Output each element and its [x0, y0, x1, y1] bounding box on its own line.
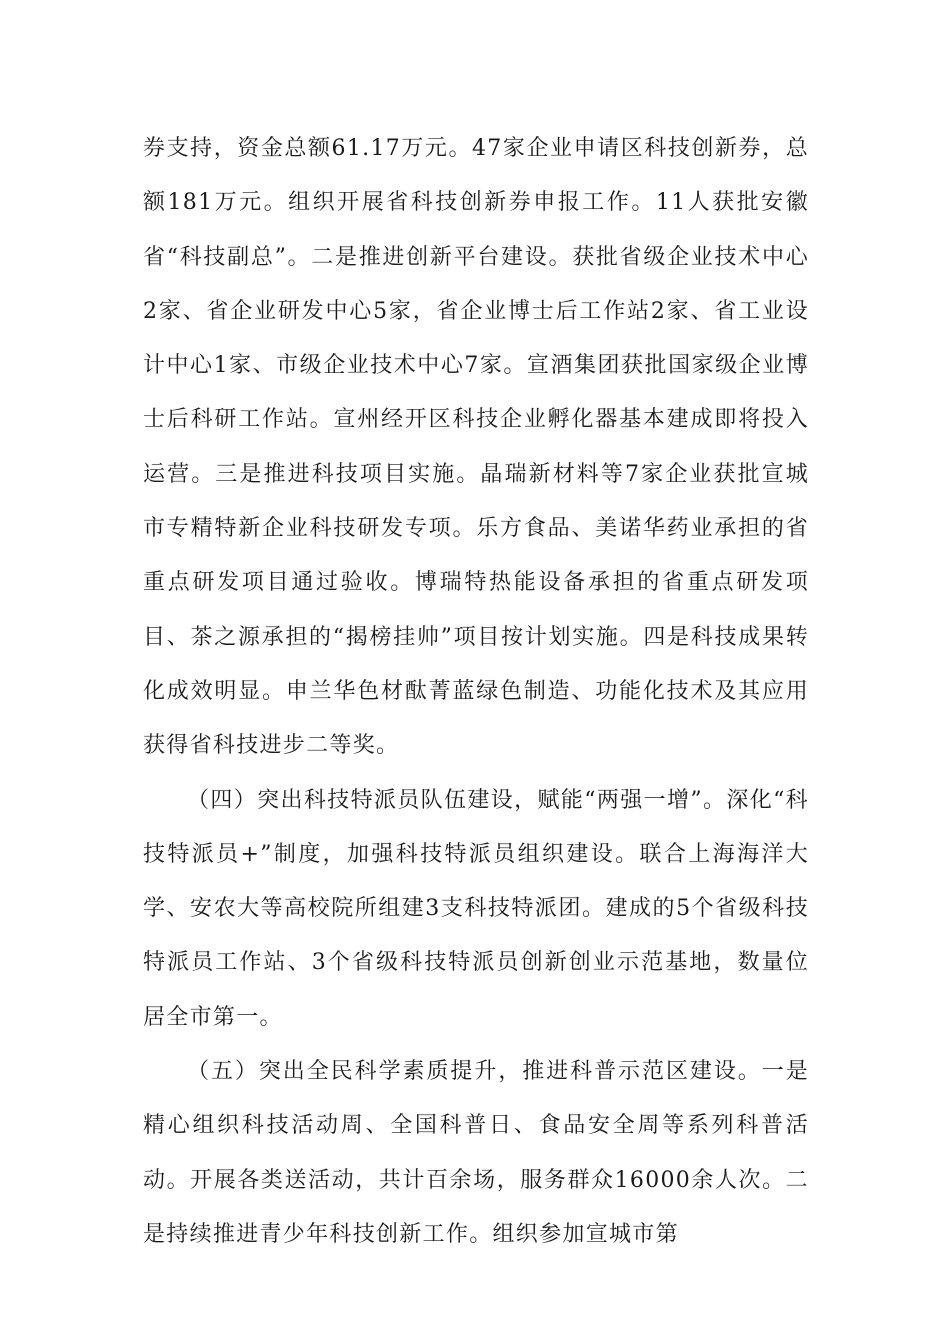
paragraph-section-four: （四）突出科技特派员队伍建设，赋能“两强一增”。深化“科技特派员+”制度，加强科技特派员组织建设。联合上海海洋大学、安农大等高校院所组建3支科技特派团。建成的5个省级科技特派员工作站、3个省级科技特派员创新创业示范基地，数量位居全市第一。: [143, 787, 809, 1030]
document-body: [143, 122, 809, 1262]
paragraph-continuation: 券支持，资金总额61.17万元。47家企业申请区科技创新券，总额181万元。组织开展省科技创新券申报工作。11人获批安徽省“科技副总”。二是推进创新平台建设。获批省级企业技术中心2家、省企业研发中心5家，省企业博士后工作站2家、省工业设计中心1家、市级企业技术中心7家。宣酒集团获批国家级企业博士后科研工作站。宣州经开区科技企业孵化器基本建成即将投入运营。三是推进科技项目实施。晶瑞新材料等7家企业获批宣城市专精特新企业科技研发专项。乐方食品、美诺华药业承担的省重点研发项目通过验收。博瑞特热能设备承担的省重点研发项目、茶之源承担的“揭榜挂帅”项目按计划实施。四是科技成果转化成效明显。申兰华色材酞菁蓝绿色制造、功能化技术及其应用获得省科技进步二等奖。: [143, 136, 809, 759]
paragraph-section-five: （五）突出全民科学素质提升，推进科普示范区建设。一是精心组织科技活动周、全国科普日、食品安全周等系列科普活动。开展各类送活动，共计百余场，服务群众16000余人次。二是持续推进青少年科技创新工作。组织参加宣城市第: [143, 1059, 809, 1247]
